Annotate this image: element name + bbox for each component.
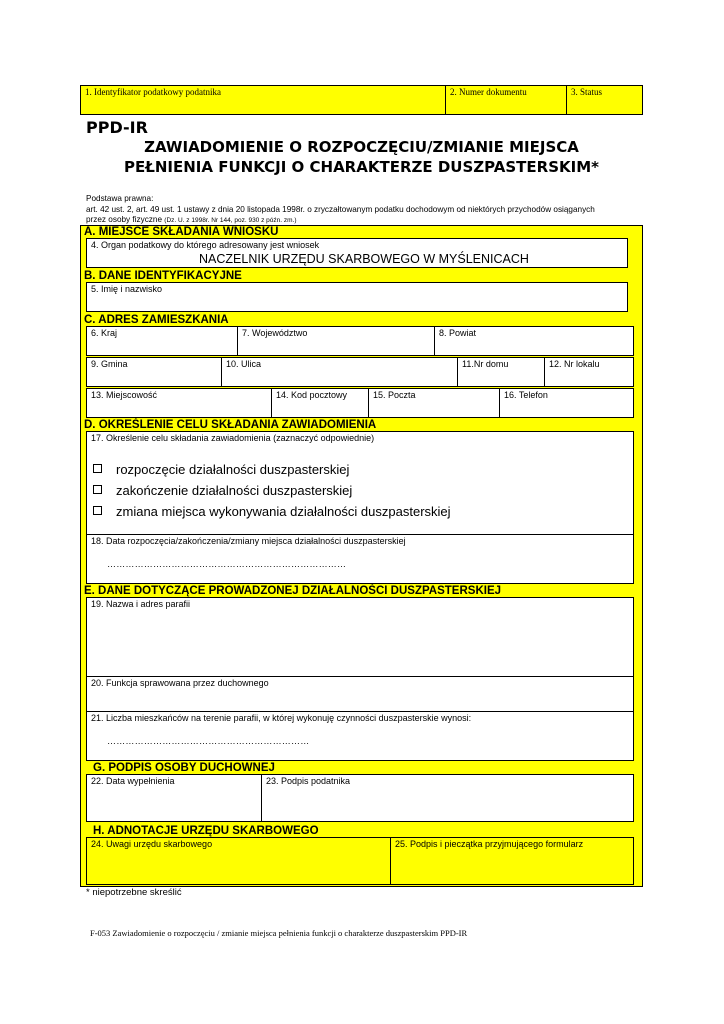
office-stamp-field[interactable] — [390, 837, 634, 885]
legal-basis-heading: Podstawa prawna: — [86, 194, 154, 203]
function-label: 20. Funkcja sprawowana przez duchownego — [91, 678, 269, 688]
county-label: 8. Powiat — [439, 328, 477, 338]
population-dots: ………………………………………………………… — [107, 736, 310, 746]
postal-code-field[interactable] — [271, 388, 369, 418]
section-g-heading: G. PODPIS OSOBY DUCHOWNEJ — [93, 762, 275, 774]
phone-label: 16. Telefon — [504, 390, 548, 400]
tax-office-label: 4. Organ podatkowy do którego adresowany jest wniosek — [91, 240, 320, 250]
tax-office-field[interactable] — [86, 238, 628, 268]
legal-basis-act: przez osoby fizyczne — [86, 215, 162, 224]
legal-basis — [86, 194, 595, 226]
office-stamp-label: 25. Podpis i pieczątka przyjmującego formularz — [395, 839, 584, 849]
phone-field[interactable] — [499, 388, 634, 418]
voivodeship-field[interactable] — [237, 326, 435, 356]
header-status-field[interactable] — [566, 85, 643, 115]
section-e-heading: E. DANE DOTYCZĄCE PROWADZONEJ DZIAŁALNOŚCI DUSZPASTERSKIEJ — [84, 585, 502, 597]
header-document-number-field[interactable] — [445, 85, 567, 115]
name-field[interactable] — [86, 282, 628, 312]
form-code: PPD-IR — [86, 118, 148, 137]
post-office-field[interactable] — [368, 388, 500, 418]
purpose-label: 17. Określenie celu składania zawiadomienia (zaznaczyć odpowiednie) — [91, 433, 375, 443]
name-label: 5. Imię i nazwisko — [91, 284, 163, 294]
date-field[interactable] — [86, 534, 634, 584]
header-identifier-label: 1. Identyfikator podatkowy podatnika — [85, 87, 221, 97]
option-change-label: zmiana miejsca wykonywania działalności duszpasterskiej — [116, 504, 451, 519]
header-document-number-label: 2. Numer dokumentu — [450, 87, 527, 97]
purpose-field[interactable] — [86, 431, 634, 535]
section-a-heading: A. MIEJSCE SKŁADANIA WNIOSKU — [84, 226, 279, 238]
house-number-label: 11.Nr domu — [462, 359, 509, 369]
date-dots: …………………………………………………………………… — [107, 559, 347, 569]
function-field[interactable] — [86, 676, 634, 712]
date-label: 18. Data rozpoczęcia/zakończenia/zmiany miejsca działalności duszpasterskiej — [91, 536, 406, 546]
parish-field[interactable] — [86, 597, 634, 677]
office-remarks-label: 24. Uwagi urzędu skarbowego — [91, 839, 213, 849]
post-office-label: 15. Poczta — [373, 390, 416, 400]
commune-field[interactable] — [86, 357, 222, 387]
street-label: 10. Ulica — [226, 359, 262, 369]
population-label: 21. Liczba mieszkańców na terenie parafii, w której wykonuję czynności duszpasterskie wynosi: — [91, 713, 472, 723]
section-c-heading: C. ADRES ZAMIESZKANIA — [84, 314, 229, 326]
parish-label: 19. Nazwa i adres parafii — [91, 599, 191, 609]
signature-label: 23. Podpis podatnika — [266, 776, 351, 786]
population-field[interactable] — [86, 711, 634, 761]
street-field[interactable] — [221, 357, 458, 387]
county-field[interactable] — [434, 326, 634, 356]
town-field[interactable] — [86, 388, 272, 418]
footnote: * niepotrzebne skreślić — [86, 887, 182, 898]
postal-code-label: 14. Kod pocztowy — [276, 390, 348, 400]
house-number-field[interactable] — [457, 357, 545, 387]
commune-label: 9. Gmina — [91, 359, 128, 369]
town-label: 13. Miejscowość — [91, 390, 158, 400]
section-d-heading: D. OKREŚLENIE CELU SKŁADANIA ZAWIADOMIENIA — [84, 419, 377, 431]
apartment-number-field[interactable] — [544, 357, 634, 387]
option-end[interactable] — [93, 483, 352, 498]
section-b-heading: B. DANE IDENTYFIKACYJNE — [84, 270, 242, 282]
form-title-line1: ZAWIADOMIENIE O ROZPOCZĘCIU/ZMIANIE MIEJSCA — [144, 138, 579, 156]
header-status-label: 3. Status — [571, 87, 603, 97]
fill-date-field[interactable] — [86, 774, 262, 822]
voivodeship-label: 7. Województwo — [242, 328, 308, 338]
section-h-heading: H. ADNOTACJE URZĘDU SKARBOWEGO — [93, 825, 319, 837]
form-title-line2: PEŁNIENIA FUNKCJI O CHARAKTERZE DUSZPASTERSKIM* — [124, 158, 599, 176]
checkbox-change[interactable] — [93, 506, 102, 515]
legal-basis-journal: (Dz. U. z 1998r. Nr 144, poz. 930 z późn. zm.) — [164, 217, 297, 224]
country-field[interactable] — [86, 326, 238, 356]
footer-text: F-053 Zawiadomienie o rozpoczęciu / zmianie miejsca pełnienia funkcji o charakterze duszpasterskim PPD-IR — [90, 928, 468, 938]
tax-office-value: NACZELNIK URZĘDU SKARBOWEGO W MYŚLENICACH — [199, 252, 529, 266]
country-label: 6. Kraj — [91, 328, 118, 338]
option-start[interactable] — [93, 462, 349, 477]
option-end-label: zakończenie działalności duszpasterskiej — [116, 483, 353, 498]
office-remarks-field[interactable] — [86, 837, 391, 885]
option-start-label: rozpoczęcie działalności duszpasterskiej — [116, 462, 350, 477]
legal-basis-line1: art. 42 ust. 2, art. 49 ust. 1 ustawy z dnia 20 listopada 1998r. o zryczałtowanym podatku dochodowym od niektórych przychodów osiąganych — [86, 205, 595, 214]
checkbox-start[interactable] — [93, 464, 102, 473]
checkbox-end[interactable] — [93, 485, 102, 494]
option-change[interactable] — [93, 504, 451, 519]
signature-field[interactable] — [261, 774, 634, 822]
header-identifier-field[interactable] — [80, 85, 446, 115]
fill-date-label: 22. Data wypełnienia — [91, 776, 175, 786]
apartment-number-label: 12. Nr lokalu — [549, 359, 600, 369]
